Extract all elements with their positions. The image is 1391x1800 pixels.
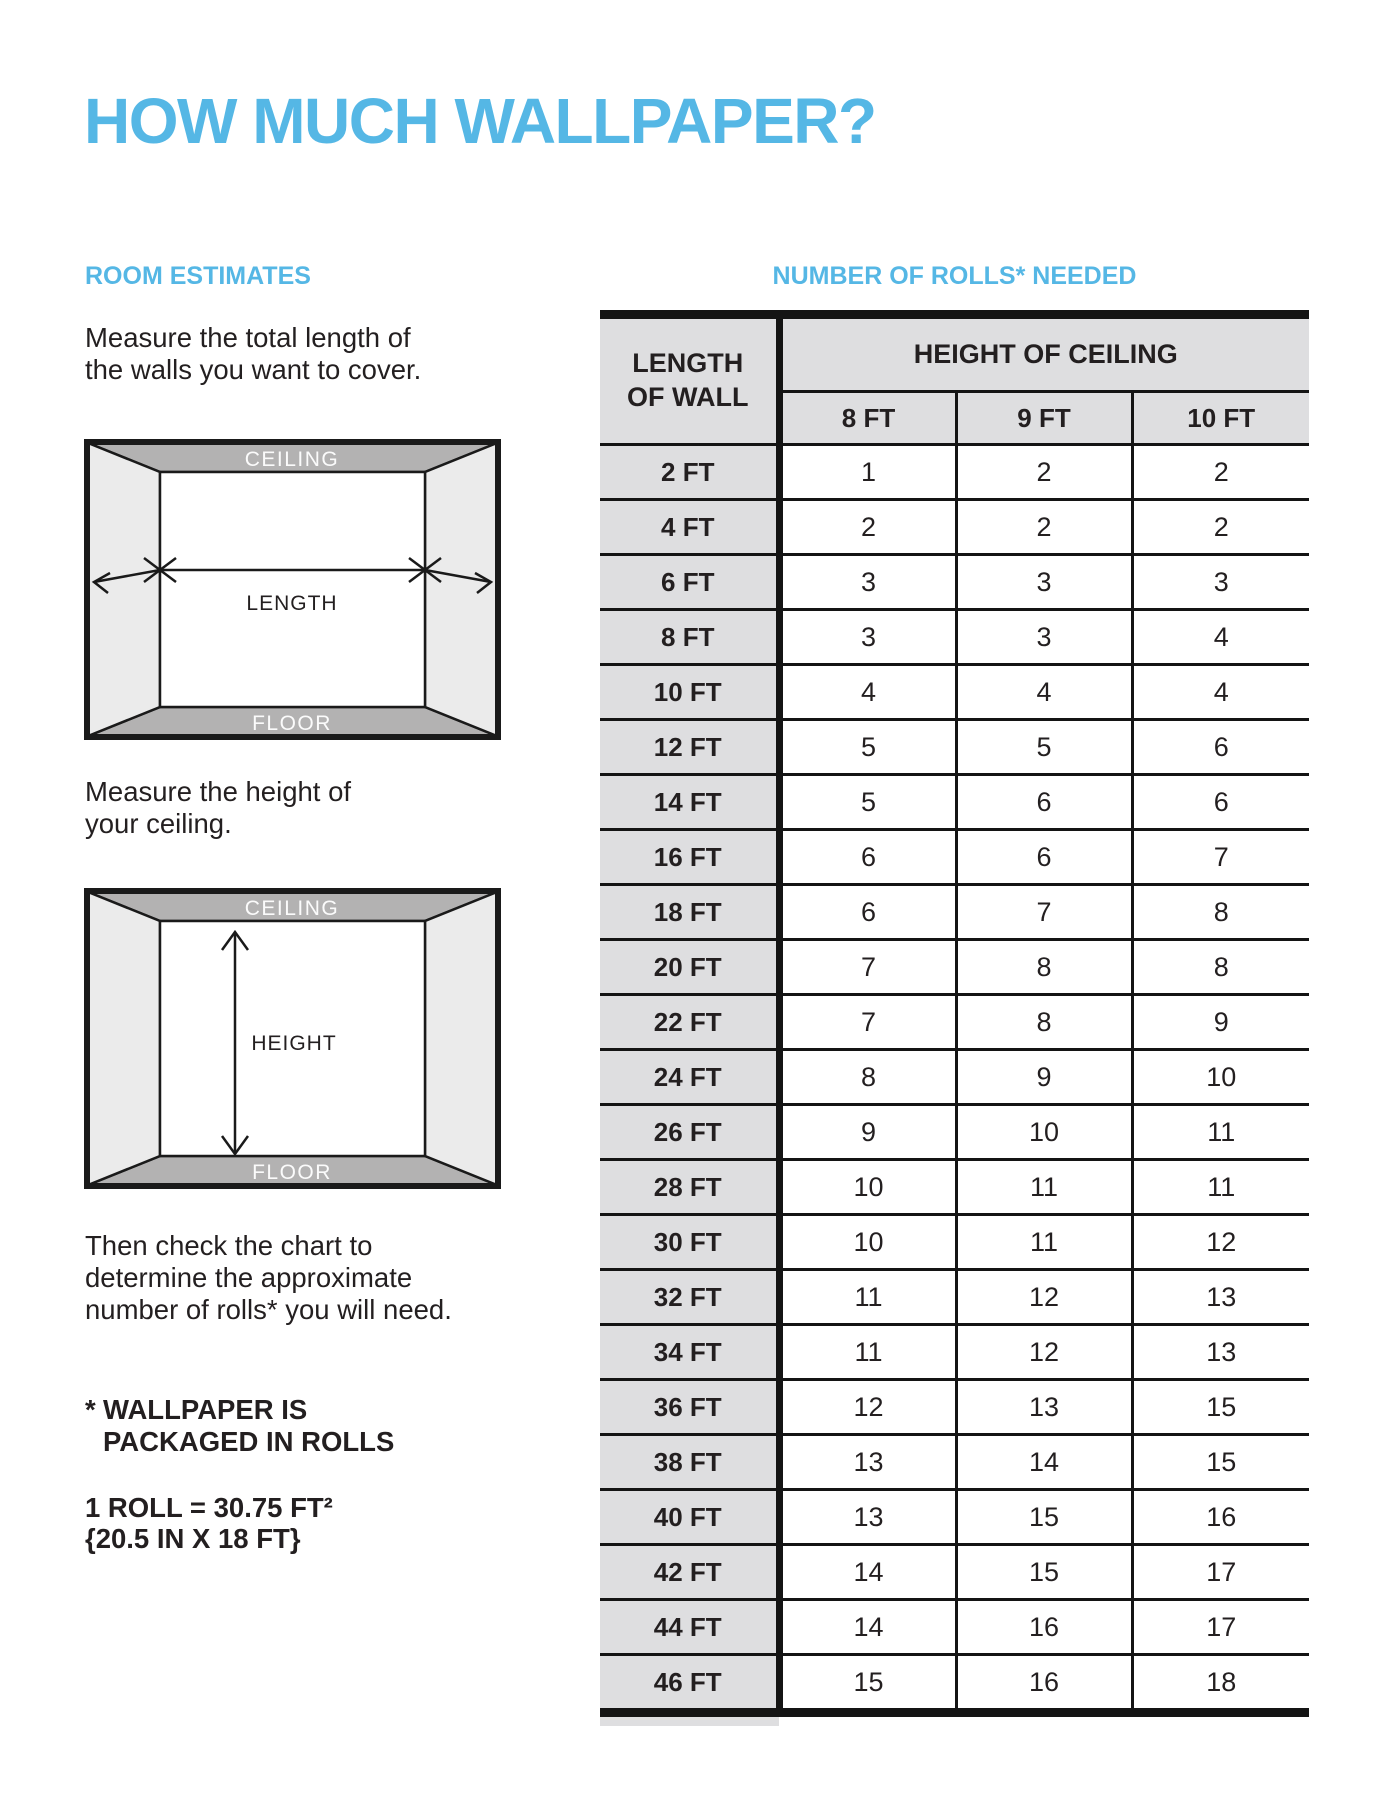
roll-count-cell: 13	[779, 1490, 956, 1545]
text-line: {20.5 IN X 18 FT}	[85, 1523, 301, 1554]
roll-count-cell: 2	[1132, 500, 1309, 555]
col-group-header: HEIGHT OF CEILING	[779, 315, 1309, 392]
wall-length-label: 26 FT	[600, 1105, 779, 1160]
text-line: your ceiling.	[85, 808, 232, 839]
row-group-header	[600, 315, 779, 445]
roll-count-cell: 17	[1132, 1600, 1309, 1655]
roll-count-cell: 18	[1132, 1655, 1309, 1713]
table-row	[600, 555, 1309, 610]
measure-height-paragraph	[85, 776, 351, 840]
table-row	[600, 1380, 1309, 1435]
text-line: 1 ROLL = 30.75 FT²	[85, 1492, 333, 1523]
roll-count-cell: 1	[779, 445, 956, 500]
wall-length-label: 22 FT	[600, 995, 779, 1050]
table-row	[600, 1545, 1309, 1600]
roll-count-cell: 12	[956, 1270, 1132, 1325]
table-row	[600, 940, 1309, 995]
roll-count-cell: 4	[1132, 665, 1309, 720]
table-row	[600, 1435, 1309, 1490]
ceiling-label: CEILING	[244, 448, 340, 471]
roll-count-cell: 2	[956, 445, 1132, 500]
check-chart-paragraph	[85, 1230, 452, 1326]
roll-count-cell: 15	[956, 1545, 1132, 1600]
roll-count-cell: 11	[1132, 1105, 1309, 1160]
table-row	[600, 1490, 1309, 1545]
wall-length-label: 6 FT	[600, 555, 779, 610]
roll-count-cell: 6	[1132, 775, 1309, 830]
wall-length-label: 46 FT	[600, 1655, 779, 1713]
table-row	[600, 500, 1309, 555]
table-row	[600, 1160, 1309, 1215]
table-footer-strip	[600, 1717, 779, 1726]
table-row	[600, 1105, 1309, 1160]
roll-count-cell: 5	[779, 720, 956, 775]
page-title: HOW MUCH WALLPAPER?	[84, 85, 876, 157]
wall-length-label: 14 FT	[600, 775, 779, 830]
wall-length-label: 34 FT	[600, 1325, 779, 1380]
right-wall-panel	[425, 892, 497, 1185]
table-row	[600, 995, 1309, 1050]
roll-count-cell: 9	[779, 1105, 956, 1160]
roll-count-cell: 6	[1132, 720, 1309, 775]
wall-length-label: 44 FT	[600, 1600, 779, 1655]
roll-count-cell: 2	[956, 500, 1132, 555]
roll-count-cell: 15	[1132, 1380, 1309, 1435]
rolls-needed-heading: NUMBER OF ROLLS* NEEDED	[772, 262, 1137, 290]
roll-count-cell: 6	[956, 775, 1132, 830]
text-line: determine the approximate	[85, 1262, 413, 1293]
roll-count-cell: 7	[779, 995, 956, 1050]
roll-count-cell: 6	[779, 885, 956, 940]
floor-label: FLOOR	[252, 712, 332, 735]
roll-count-cell: 14	[956, 1435, 1132, 1490]
length-label: LENGTH	[246, 592, 338, 615]
wall-length-label: 42 FT	[600, 1545, 779, 1600]
roll-count-cell: 9	[956, 1050, 1132, 1105]
room-estimates-heading: ROOM ESTIMATES	[85, 262, 311, 290]
table-row	[600, 775, 1309, 830]
roll-count-cell: 13	[956, 1380, 1132, 1435]
back-wall-panel	[160, 472, 425, 707]
floor-label: FLOOR	[252, 1161, 332, 1184]
wall-length-label: 38 FT	[600, 1435, 779, 1490]
text-line: Measure the total length of	[85, 322, 411, 353]
ceiling-label: CEILING	[244, 897, 340, 920]
table-row	[600, 445, 1309, 500]
col-header-8ft: 8 FT	[779, 392, 956, 445]
roll-count-cell: 4	[779, 665, 956, 720]
wall-length-label: 36 FT	[600, 1380, 779, 1435]
wall-length-label: 28 FT	[600, 1160, 779, 1215]
table-row	[600, 1325, 1309, 1380]
roll-count-cell: 5	[956, 720, 1132, 775]
wall-length-label: 40 FT	[600, 1490, 779, 1545]
roll-count-cell: 8	[779, 1050, 956, 1105]
rolls-table-body	[600, 445, 1309, 1713]
col-header-9ft: 9 FT	[956, 392, 1132, 445]
rolls-footnote	[85, 1394, 394, 1458]
roll-count-cell: 16	[1132, 1490, 1309, 1545]
table-row	[600, 1215, 1309, 1270]
roll-count-cell: 16	[956, 1600, 1132, 1655]
table-row	[600, 1270, 1309, 1325]
roll-count-cell: 4	[956, 665, 1132, 720]
roll-count-cell: 17	[1132, 1545, 1309, 1600]
roll-count-cell: 7	[779, 940, 956, 995]
roll-count-cell: 3	[956, 555, 1132, 610]
roll-count-cell: 11	[956, 1160, 1132, 1215]
asterisk: *	[85, 1394, 96, 1425]
roll-count-cell: 7	[1132, 830, 1309, 885]
left-wall-panel	[88, 892, 160, 1185]
roll-count-cell: 3	[779, 610, 956, 665]
wall-length-label: 30 FT	[600, 1215, 779, 1270]
wall-length-label: 24 FT	[600, 1050, 779, 1105]
wall-length-label: 18 FT	[600, 885, 779, 940]
roll-count-cell: 10	[1132, 1050, 1309, 1105]
wall-length-label: 10 FT	[600, 665, 779, 720]
roll-count-cell: 8	[956, 995, 1132, 1050]
footnote-text: WALLPAPER IS	[103, 1394, 308, 1425]
roll-count-cell: 15	[779, 1655, 956, 1713]
roll-count-cell: 11	[779, 1270, 956, 1325]
roll-count-cell: 11	[1132, 1160, 1309, 1215]
room-length-diagram	[84, 439, 501, 740]
roll-count-cell: 10	[779, 1215, 956, 1270]
roll-count-cell: 3	[956, 610, 1132, 665]
text-line: Measure the height of	[85, 776, 352, 807]
table-row	[600, 720, 1309, 775]
roll-count-cell: 9	[1132, 995, 1309, 1050]
roll-count-cell: 14	[779, 1600, 956, 1655]
roll-count-cell: 15	[956, 1490, 1132, 1545]
roll-count-cell: 13	[779, 1435, 956, 1490]
roll-count-cell: 12	[1132, 1215, 1309, 1270]
text-line: Then check the chart to	[85, 1230, 373, 1261]
roll-count-cell: 13	[1132, 1270, 1309, 1325]
roll-count-cell: 15	[1132, 1435, 1309, 1490]
text-line: the walls you want to cover.	[85, 354, 422, 385]
text-line: PACKAGED IN ROLLS	[103, 1426, 395, 1457]
roll-count-cell: 10	[779, 1160, 956, 1215]
roll-count-cell: 8	[956, 940, 1132, 995]
table-row	[600, 610, 1309, 665]
roll-count-cell: 16	[956, 1655, 1132, 1713]
left-wall-panel	[88, 443, 160, 736]
roll-size-info	[85, 1492, 333, 1554]
col-header-10ft: 10 FT	[1132, 392, 1309, 445]
roll-count-cell: 11	[956, 1215, 1132, 1270]
wall-length-label: 20 FT	[600, 940, 779, 995]
roll-count-cell: 10	[956, 1105, 1132, 1160]
roll-count-cell: 2	[1132, 445, 1309, 500]
rolls-table-grid	[600, 310, 1309, 1717]
roll-count-cell: 12	[956, 1325, 1132, 1380]
wall-length-label: 2 FT	[600, 445, 779, 500]
roll-count-cell: 14	[779, 1545, 956, 1600]
measure-length-paragraph	[85, 322, 421, 386]
header-row-group	[600, 315, 1309, 392]
roll-count-cell: 13	[1132, 1325, 1309, 1380]
rolls-table	[600, 310, 1309, 1726]
text-line: OF WALL	[627, 382, 749, 412]
table-row	[600, 1600, 1309, 1655]
roll-count-cell: 3	[1132, 555, 1309, 610]
wall-length-label: 16 FT	[600, 830, 779, 885]
roll-count-cell: 4	[1132, 610, 1309, 665]
wall-length-label: 32 FT	[600, 1270, 779, 1325]
room-height-diagram	[84, 888, 501, 1189]
wall-length-label: 12 FT	[600, 720, 779, 775]
roll-count-cell: 6	[779, 830, 956, 885]
table-row	[600, 1050, 1309, 1105]
table-row	[600, 665, 1309, 720]
wall-length-label: 4 FT	[600, 500, 779, 555]
wall-length-label: 8 FT	[600, 610, 779, 665]
table-row	[600, 1655, 1309, 1713]
text-line: LENGTH	[632, 348, 744, 379]
roll-count-cell: 2	[779, 500, 956, 555]
table-row	[600, 885, 1309, 940]
text-line: number of rolls* you will need.	[85, 1294, 452, 1325]
right-wall-panel	[425, 443, 497, 736]
table-row	[600, 830, 1309, 885]
roll-count-cell: 6	[956, 830, 1132, 885]
roll-count-cell: 3	[779, 555, 956, 610]
roll-count-cell: 5	[779, 775, 956, 830]
roll-count-cell: 12	[779, 1380, 956, 1435]
roll-count-cell: 8	[1132, 940, 1309, 995]
roll-count-cell: 7	[956, 885, 1132, 940]
roll-count-cell: 11	[779, 1325, 956, 1380]
height-label: HEIGHT	[251, 1032, 337, 1055]
roll-count-cell: 8	[1132, 885, 1309, 940]
text-line	[85, 1394, 394, 1426]
